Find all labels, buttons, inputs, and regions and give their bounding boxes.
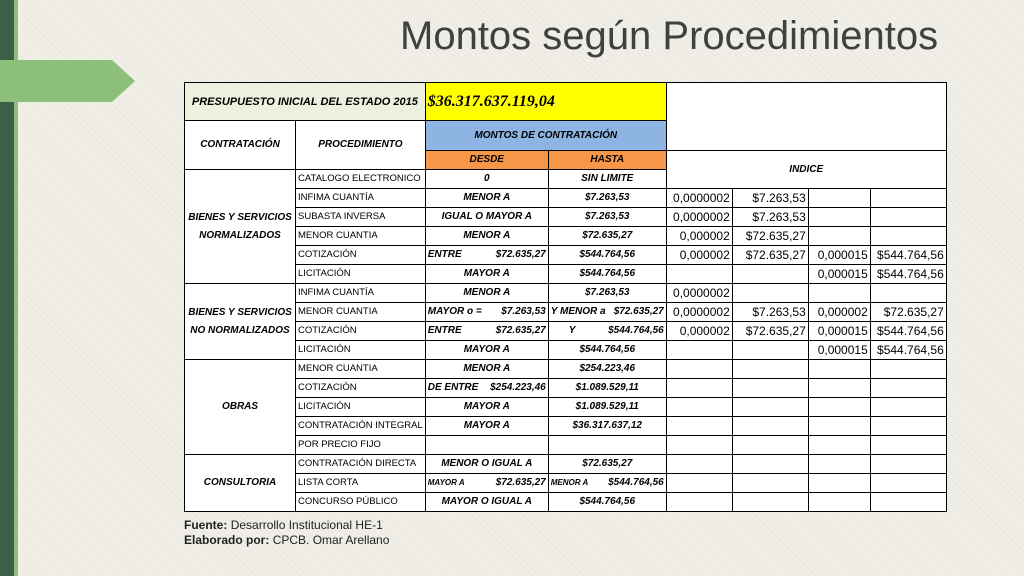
desde-cell bbox=[425, 474, 548, 493]
index-cell: $72.635,27 bbox=[732, 227, 808, 246]
table-row bbox=[185, 208, 947, 227]
index-cell: 0,0000002 bbox=[666, 284, 732, 303]
col-indice: INDICE bbox=[666, 151, 946, 189]
index-cell bbox=[732, 417, 808, 436]
source-value: Desarrollo Institucional HE-1 bbox=[230, 518, 383, 532]
table-row bbox=[185, 455, 947, 474]
desde-cell: MENOR O IGUAL A bbox=[425, 455, 548, 474]
index-cell: $544.764,56 bbox=[870, 265, 946, 284]
col-desde: DESDE bbox=[425, 151, 548, 170]
desde-prefix: DE ENTRE bbox=[427, 382, 479, 393]
procedure-cell: MENOR CUANTIA bbox=[296, 227, 426, 246]
desde-cell bbox=[425, 436, 548, 455]
hasta-cell: $7.263,53 bbox=[548, 189, 666, 208]
hasta-cell: $1.089.529,11 bbox=[548, 398, 666, 417]
procedure-cell: LICITACIÓN bbox=[296, 341, 426, 360]
index-cell bbox=[808, 398, 870, 417]
index-cell bbox=[808, 360, 870, 379]
group-label: BIENES Y SERVICIOS NORMALIZADOS bbox=[185, 170, 296, 284]
index-cell bbox=[666, 398, 732, 417]
source-label: Fuente: bbox=[184, 518, 228, 532]
desde-value: $72.635,27 bbox=[495, 477, 546, 488]
desde-cell: MAYOR A bbox=[425, 398, 548, 417]
author-note bbox=[184, 533, 389, 547]
index-cell: 0,000015 bbox=[808, 322, 870, 341]
desde-prefix: ENTRE bbox=[427, 325, 462, 336]
index-cell: 0,000002 bbox=[666, 246, 732, 265]
index-cell: $544.764,56 bbox=[870, 322, 946, 341]
index-cell bbox=[870, 455, 946, 474]
desde-value: $72.635,27 bbox=[495, 249, 546, 260]
index-cell bbox=[870, 208, 946, 227]
index-cell bbox=[870, 189, 946, 208]
index-cell bbox=[732, 398, 808, 417]
hasta-cell: SIN LIMITE bbox=[548, 170, 666, 189]
desde-cell: MAYOR O IGUAL A bbox=[425, 493, 548, 512]
desde-cell bbox=[425, 246, 548, 265]
index-cell bbox=[666, 474, 732, 493]
col-montos: MONTOS DE CONTRATACIÓN bbox=[425, 121, 666, 151]
group-label: CONSULTORIA bbox=[185, 455, 296, 512]
slide-title: Montos según Procedimientos bbox=[400, 14, 939, 58]
index-cell bbox=[870, 417, 946, 436]
desde-cell: MENOR A bbox=[425, 284, 548, 303]
col-hasta: HASTA bbox=[548, 151, 666, 170]
index-cell: 0,000015 bbox=[808, 246, 870, 265]
index-cell bbox=[808, 227, 870, 246]
index-cell: 0,000015 bbox=[808, 341, 870, 360]
index-cell bbox=[732, 493, 808, 512]
table-row bbox=[185, 379, 947, 398]
budget-amount: $36.317.637.119,04 bbox=[425, 83, 666, 121]
index-cell: 0,000002 bbox=[666, 227, 732, 246]
index-cell bbox=[732, 436, 808, 455]
table-row bbox=[185, 360, 947, 379]
budget-label: PRESUPUESTO INICIAL DEL ESTADO 2015 bbox=[185, 83, 426, 121]
hasta-cell: $1.089.529,11 bbox=[548, 379, 666, 398]
index-cell bbox=[808, 474, 870, 493]
index-cell bbox=[808, 493, 870, 512]
index-cell: $7.263,53 bbox=[732, 208, 808, 227]
index-cell: $72.635,27 bbox=[732, 246, 808, 265]
hasta-value: $544.764,56 bbox=[608, 477, 664, 488]
hasta-value: $72.635,27 bbox=[613, 306, 664, 317]
table-row bbox=[185, 227, 947, 246]
table-row bbox=[185, 474, 947, 493]
index-cell bbox=[666, 436, 732, 455]
hasta-cell: $72.635,27 bbox=[548, 455, 666, 474]
procedure-cell: CATALOGO ELECTRONICO bbox=[296, 170, 426, 189]
index-cell bbox=[732, 379, 808, 398]
hasta-prefix: Y bbox=[568, 325, 576, 336]
desde-cell bbox=[425, 303, 548, 322]
table-row bbox=[185, 398, 947, 417]
index-cell bbox=[666, 493, 732, 512]
procedure-cell: CONTRATACIÓN INTEGRAL bbox=[296, 417, 426, 436]
table-row bbox=[185, 341, 947, 360]
index-cell bbox=[870, 284, 946, 303]
source-note bbox=[184, 518, 383, 532]
index-cell bbox=[808, 455, 870, 474]
index-cell bbox=[732, 341, 808, 360]
table-row bbox=[185, 436, 947, 455]
hasta-prefix: MENOR A bbox=[550, 478, 589, 487]
group-label: BIENES Y SERVICIOS NO NORMALIZADOS bbox=[185, 284, 296, 360]
index-cell: $544.764,56 bbox=[870, 246, 946, 265]
index-cell: 0,0000002 bbox=[666, 208, 732, 227]
index-cell bbox=[666, 417, 732, 436]
table-row bbox=[185, 284, 947, 303]
hasta-cell bbox=[548, 474, 666, 493]
procurement-table bbox=[184, 82, 947, 512]
index-cell: 0,0000002 bbox=[666, 189, 732, 208]
col-contratacion: CONTRATACIÓN bbox=[185, 121, 296, 170]
procedure-cell: SUBASTA INVERSA bbox=[296, 208, 426, 227]
hasta-cell: $7.263,53 bbox=[548, 284, 666, 303]
index-cell bbox=[808, 417, 870, 436]
index-cell bbox=[732, 474, 808, 493]
procedure-cell: COTIZACIÓN bbox=[296, 379, 426, 398]
index-cell bbox=[808, 189, 870, 208]
index-cell bbox=[870, 493, 946, 512]
hasta-prefix: Y MENOR a bbox=[550, 306, 606, 317]
hasta-cell: $7.263,53 bbox=[548, 208, 666, 227]
index-cell bbox=[870, 227, 946, 246]
desde-cell: 0 bbox=[425, 170, 548, 189]
table-row bbox=[185, 303, 947, 322]
index-cell bbox=[808, 379, 870, 398]
table-row bbox=[185, 493, 947, 512]
procedure-cell: INFIMA CUANTÍA bbox=[296, 189, 426, 208]
index-cell bbox=[666, 455, 732, 474]
hasta-cell: $544.764,56 bbox=[548, 246, 666, 265]
hasta-cell: $72.635,27 bbox=[548, 227, 666, 246]
desde-value: $254.223,46 bbox=[490, 382, 546, 393]
procedure-cell: LISTA CORTA bbox=[296, 474, 426, 493]
hasta-cell: $544.764,56 bbox=[548, 265, 666, 284]
hasta-cell: $544.764,56 bbox=[548, 341, 666, 360]
index-cell bbox=[732, 455, 808, 474]
author-label: Elaborado por: bbox=[184, 533, 270, 547]
index-cell bbox=[666, 379, 732, 398]
desde-prefix: MAYOR o = bbox=[427, 306, 482, 317]
index-cell: $544.764,56 bbox=[870, 341, 946, 360]
procedure-cell: MENOR CUANTIA bbox=[296, 303, 426, 322]
desde-cell bbox=[425, 322, 548, 341]
hasta-cell: $254.223,46 bbox=[548, 360, 666, 379]
index-cell bbox=[808, 284, 870, 303]
index-cell bbox=[732, 360, 808, 379]
procedure-cell: CONCURSO PÚBLICO bbox=[296, 493, 426, 512]
author-value: CPCB. Omar Arellano bbox=[272, 533, 390, 547]
desde-cell: MAYOR A bbox=[425, 417, 548, 436]
hasta-cell bbox=[548, 322, 666, 341]
table-row bbox=[185, 189, 947, 208]
procedure-cell: LICITACIÓN bbox=[296, 398, 426, 417]
group-label: OBRAS bbox=[185, 360, 296, 455]
index-cell bbox=[732, 284, 808, 303]
table-row bbox=[185, 265, 947, 284]
index-cell bbox=[808, 436, 870, 455]
index-cell bbox=[870, 379, 946, 398]
procedure-cell: MENOR CUANTIA bbox=[296, 360, 426, 379]
index-cell: $7.263,53 bbox=[732, 303, 808, 322]
desde-prefix: MAYOR A bbox=[427, 478, 465, 487]
desde-cell: MENOR A bbox=[425, 189, 548, 208]
index-cell bbox=[666, 265, 732, 284]
procedure-cell: POR PRECIO FIJO bbox=[296, 436, 426, 455]
index-cell bbox=[870, 360, 946, 379]
hasta-cell bbox=[548, 303, 666, 322]
hasta-value: $544.764,56 bbox=[608, 325, 664, 336]
desde-cell bbox=[425, 379, 548, 398]
index-cell: 0,000002 bbox=[666, 322, 732, 341]
col-procedimiento: PROCEDIMIENTO bbox=[296, 121, 426, 170]
hasta-cell: $36.317.637,12 bbox=[548, 417, 666, 436]
desde-prefix: ENTRE bbox=[427, 249, 462, 260]
table-row bbox=[185, 417, 947, 436]
desde-cell: MAYOR A bbox=[425, 341, 548, 360]
index-cell bbox=[870, 436, 946, 455]
desde-cell: MAYOR A bbox=[425, 265, 548, 284]
desde-value: $72.635,27 bbox=[495, 325, 546, 336]
index-cell: $72.635,27 bbox=[732, 322, 808, 341]
hasta-cell bbox=[548, 436, 666, 455]
table-row bbox=[185, 322, 947, 341]
index-cell: $72.635,27 bbox=[870, 303, 946, 322]
arrow-decoration-icon bbox=[0, 60, 135, 102]
desde-cell: IGUAL O MAYOR A bbox=[425, 208, 548, 227]
procedure-cell: CONTRATACIÓN DIRECTA bbox=[296, 455, 426, 474]
index-cell bbox=[732, 265, 808, 284]
procedure-cell: COTIZACIÓN bbox=[296, 246, 426, 265]
table-row bbox=[185, 246, 947, 265]
index-cell: $7.263,53 bbox=[732, 189, 808, 208]
procedure-cell: LICITACIÓN bbox=[296, 265, 426, 284]
index-cell: 0,0000002 bbox=[666, 303, 732, 322]
index-cell bbox=[808, 208, 870, 227]
index-cell bbox=[666, 360, 732, 379]
procedure-cell: COTIZACIÓN bbox=[296, 322, 426, 341]
procedure-cell: INFIMA CUANTÍA bbox=[296, 284, 426, 303]
desde-cell: MENOR A bbox=[425, 227, 548, 246]
index-cell bbox=[870, 398, 946, 417]
index-cell bbox=[870, 474, 946, 493]
index-cell: 0,000015 bbox=[808, 265, 870, 284]
desde-cell: MENOR A bbox=[425, 360, 548, 379]
hasta-cell: $544.764,56 bbox=[548, 493, 666, 512]
index-cell: 0,000002 bbox=[808, 303, 870, 322]
empty-header-cell bbox=[666, 83, 946, 151]
index-cell bbox=[666, 341, 732, 360]
desde-value: $7.263,53 bbox=[501, 306, 546, 317]
